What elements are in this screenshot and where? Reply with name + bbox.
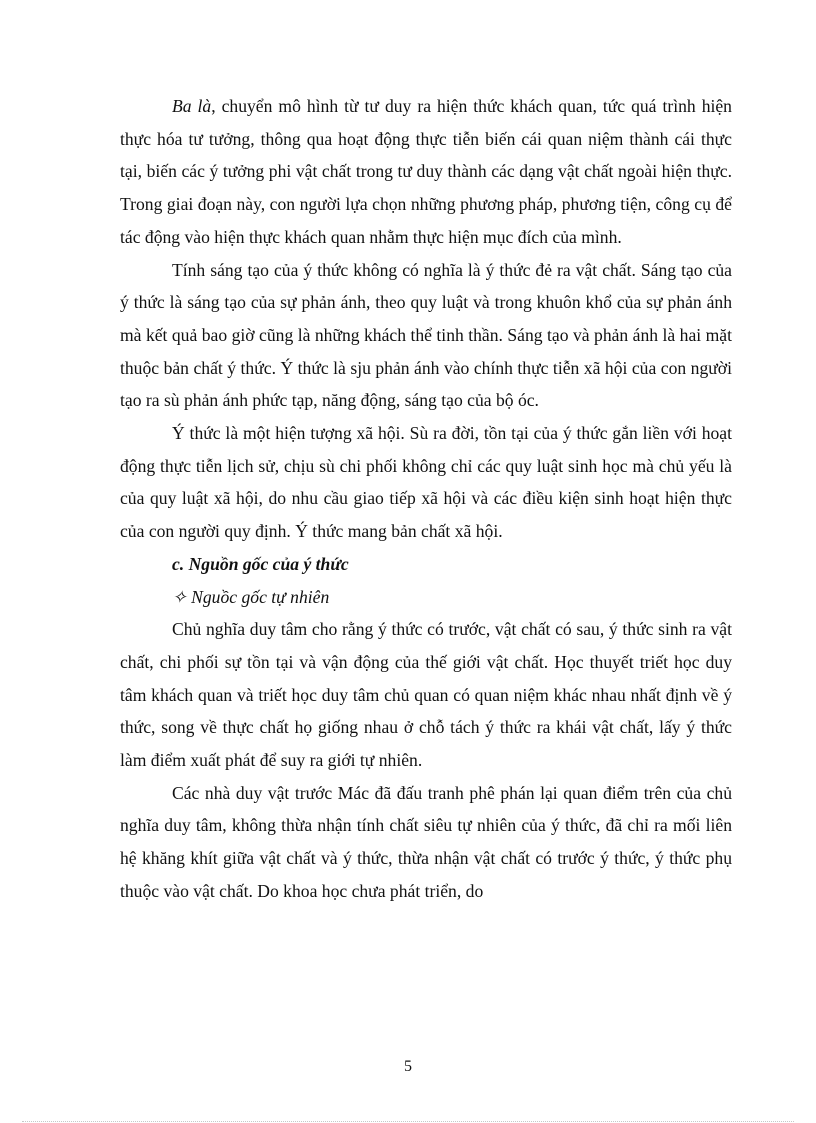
paragraph-lead-italic: Ba là <box>172 96 212 116</box>
paragraph-ba-la <box>120 90 732 254</box>
subsection-heading: ✧ Nguồc gốc tự nhiên <box>172 586 330 607</box>
paragraph-y-thuc-xa-hoi: Ý thức là một hiện tượng xã hội. Sù ra đời, tồn tại của ý thức gắn liền với hoạt động thực tiễn lịch sử, chịu sù chi phối không chỉ các quy luật sinh học mà chủ yếu là của quy luật xã hội, do nhu cầu giao tiếp xã hội và các điều kiện sinh hoạt hiện thực của con người quy định. Ý thức mang bản chất xã hội. <box>120 423 732 542</box>
section-heading: c. Nguồn gốc của ý thức <box>172 553 349 574</box>
body-text <box>120 90 732 908</box>
paragraph-text: , chuyển mô hình từ tư duy ra hiện thức khách quan, tức quá trình hiện thực hóa tư tưởng, thông qua hoạt động thực tiễn biến cái quan niệm thành cái thực tại, biến các ý tưởng phi vật chất trong tư duy thành các dạng vật chất ngoài hiện thực. Trong giai đoạn này, con người lựa chọn những phương pháp, phương tiện, công cụ để tác động vào hiện thực khách quan nhằm thực hiện mục đích của mình. <box>120 96 732 247</box>
page-bottom-border <box>22 1121 794 1122</box>
paragraph-chu-nghia-duy-tam: Chủ nghĩa duy tâm cho rằng ý thức có trước, vật chất có sau, ý thức sinh ra vật chất, chi phối sự tồn tại và vận động của thế giới vật chất. Học thuyết triết học duy tâm khách quan và triết học duy tâm chủ quan có quan niệm khác nhau nhất định về ý thức, song về thực chất họ giống nhau ở chỗ tách ý thức ra khái vật chất, lấy ý thức làm điểm xuất phát để suy ra giới tự nhiên. <box>120 619 732 771</box>
paragraph-tinh-sang-tao: Tính sáng tạo của ý thức không có nghĩa là ý thức đẻ ra vật chất. Sáng tạo của ý thức là sáng tạo của sự phản ánh, theo quy luật và trong khuôn khổ của sự phản ánh mà kết quả bao giờ cũng là những khách thể tinh thần. Sáng tạo và phản ánh là hai mặt thuộc bản chất ý thức. Ý thức là sju phản ánh vào chính thực tiễn xã hội của con người tạo ra sù phản ánh phức tạp, năng động, sáng tạo của bộ óc. <box>120 259 732 411</box>
page-number: 5 <box>404 1058 412 1075</box>
paragraph-nha-duy-vat: Các nhà duy vật trước Mác đã đấu tranh phê phán lại quan điểm trên của chủ nghĩa duy tâm, không thừa nhận tính chất siêu tự nhiên của ý thức, đã chỉ ra mối liên hệ khăng khít giữa vật chất và ý thức, thừa nhận vật chất có trước ý thức, ý thức phụ thuộc vào vật chất. Do khoa học chưa phát triển, do <box>120 782 732 901</box>
